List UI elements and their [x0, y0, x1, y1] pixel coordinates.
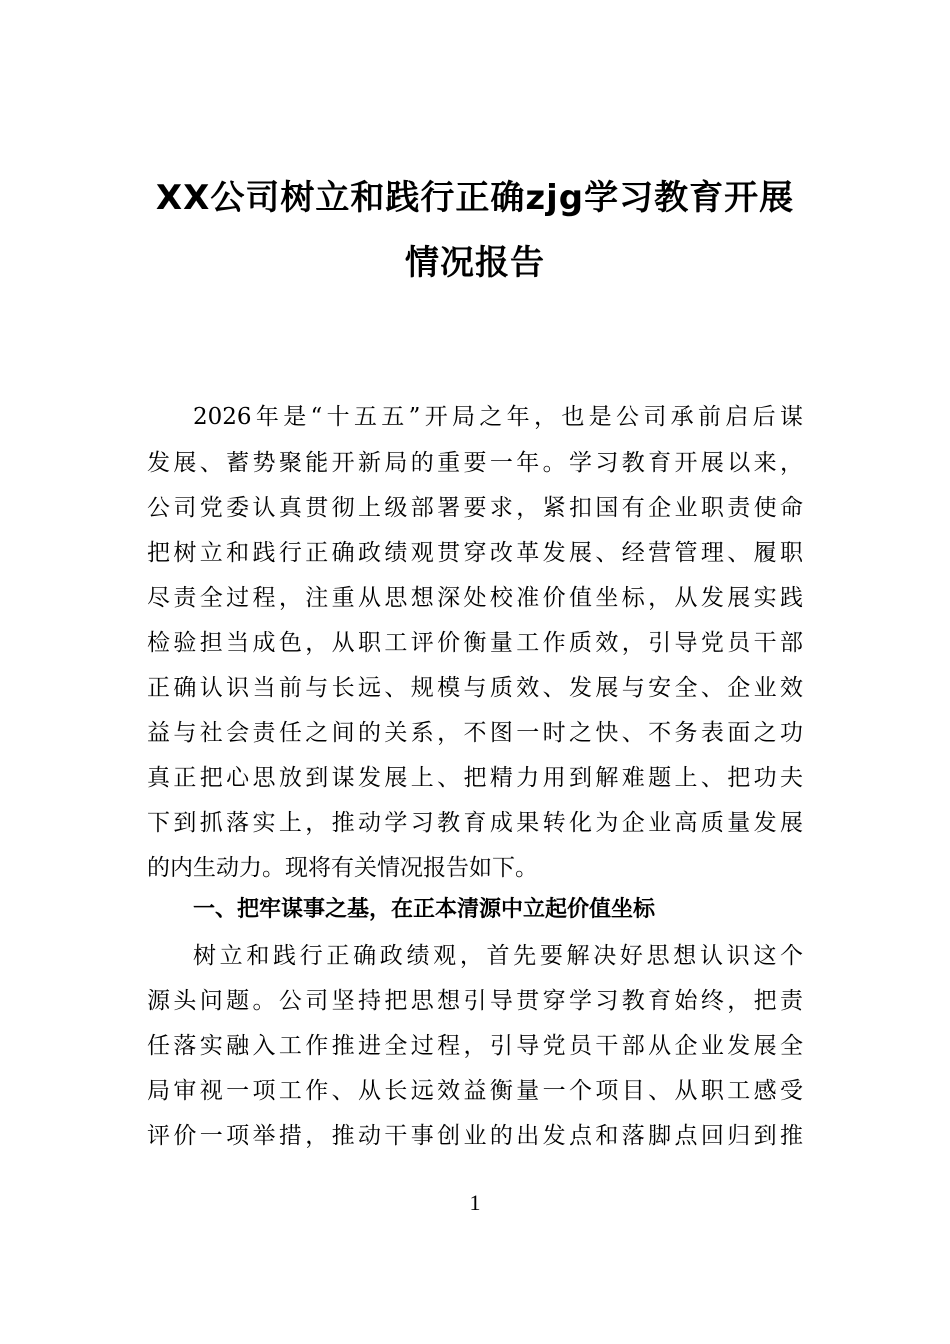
paragraph-2-line: 源头问题。公司坚持把思想引导贯穿学习教育始终，把责	[147, 988, 803, 1014]
paragraph-1-line: 正确认识当前与长远、规模与质效、发展与安全、企业效	[147, 675, 803, 701]
document-title-line-1: XX公司树立和践行正确zjg学习教育开展	[155, 178, 795, 218]
paragraph-1-line: 发展、蓄势聚能开新局的重要一年。学习教育开展以来，	[147, 450, 803, 476]
paragraph-1-line: 2026年是“十五五”开局之年，也是公司承前启后谋	[193, 404, 803, 430]
paragraph-2-line: 任落实融入工作推进全过程，引导党员干部从企业发展全	[147, 1033, 803, 1059]
paragraph-1-line: 公司党委认真贯彻上级部署要求，紧扣国有企业职责使命	[147, 495, 803, 521]
paragraph-2-line: 局审视一项工作、从长远效益衡量一个项目、从职工感受	[147, 1078, 803, 1104]
paragraph-1-line: 把树立和践行正确政绩观贯穿改革发展、经营管理、履职	[147, 540, 803, 566]
section-1-heading: 一、把牢谋事之基，在正本清源中立起价值坐标	[193, 897, 656, 922]
document-title-line-2: 情况报告	[405, 243, 545, 283]
paragraph-1-line: 下到抓落实上，推动学习教育成果转化为企业高质量发展	[147, 810, 803, 836]
page-number: 1	[469, 1190, 481, 1215]
paragraph-1-line: 真正把心思放到谋发展上、把精力用到解难题上、把功夫	[147, 765, 803, 791]
paragraph-1-line: 尽责全过程，注重从思想深处校准价值坐标，从发展实践	[147, 585, 803, 611]
paragraph-1-line: 检验担当成色，从职工评价衡量工作质效，引导党员干部	[147, 630, 803, 656]
paragraph-2-line: 树立和践行正确政绩观，首先要解决好思想认识这个	[193, 943, 803, 969]
paragraph-1-line: 益与社会责任之间的关系，不图一时之快、不务表面之功	[147, 720, 803, 746]
paragraph-2-line: 评价一项举措，推动干事创业的出发点和落脚点回归到推	[147, 1123, 803, 1149]
paragraph-1-line: 的内生动力。现将有关情况报告如下。	[147, 855, 538, 881]
